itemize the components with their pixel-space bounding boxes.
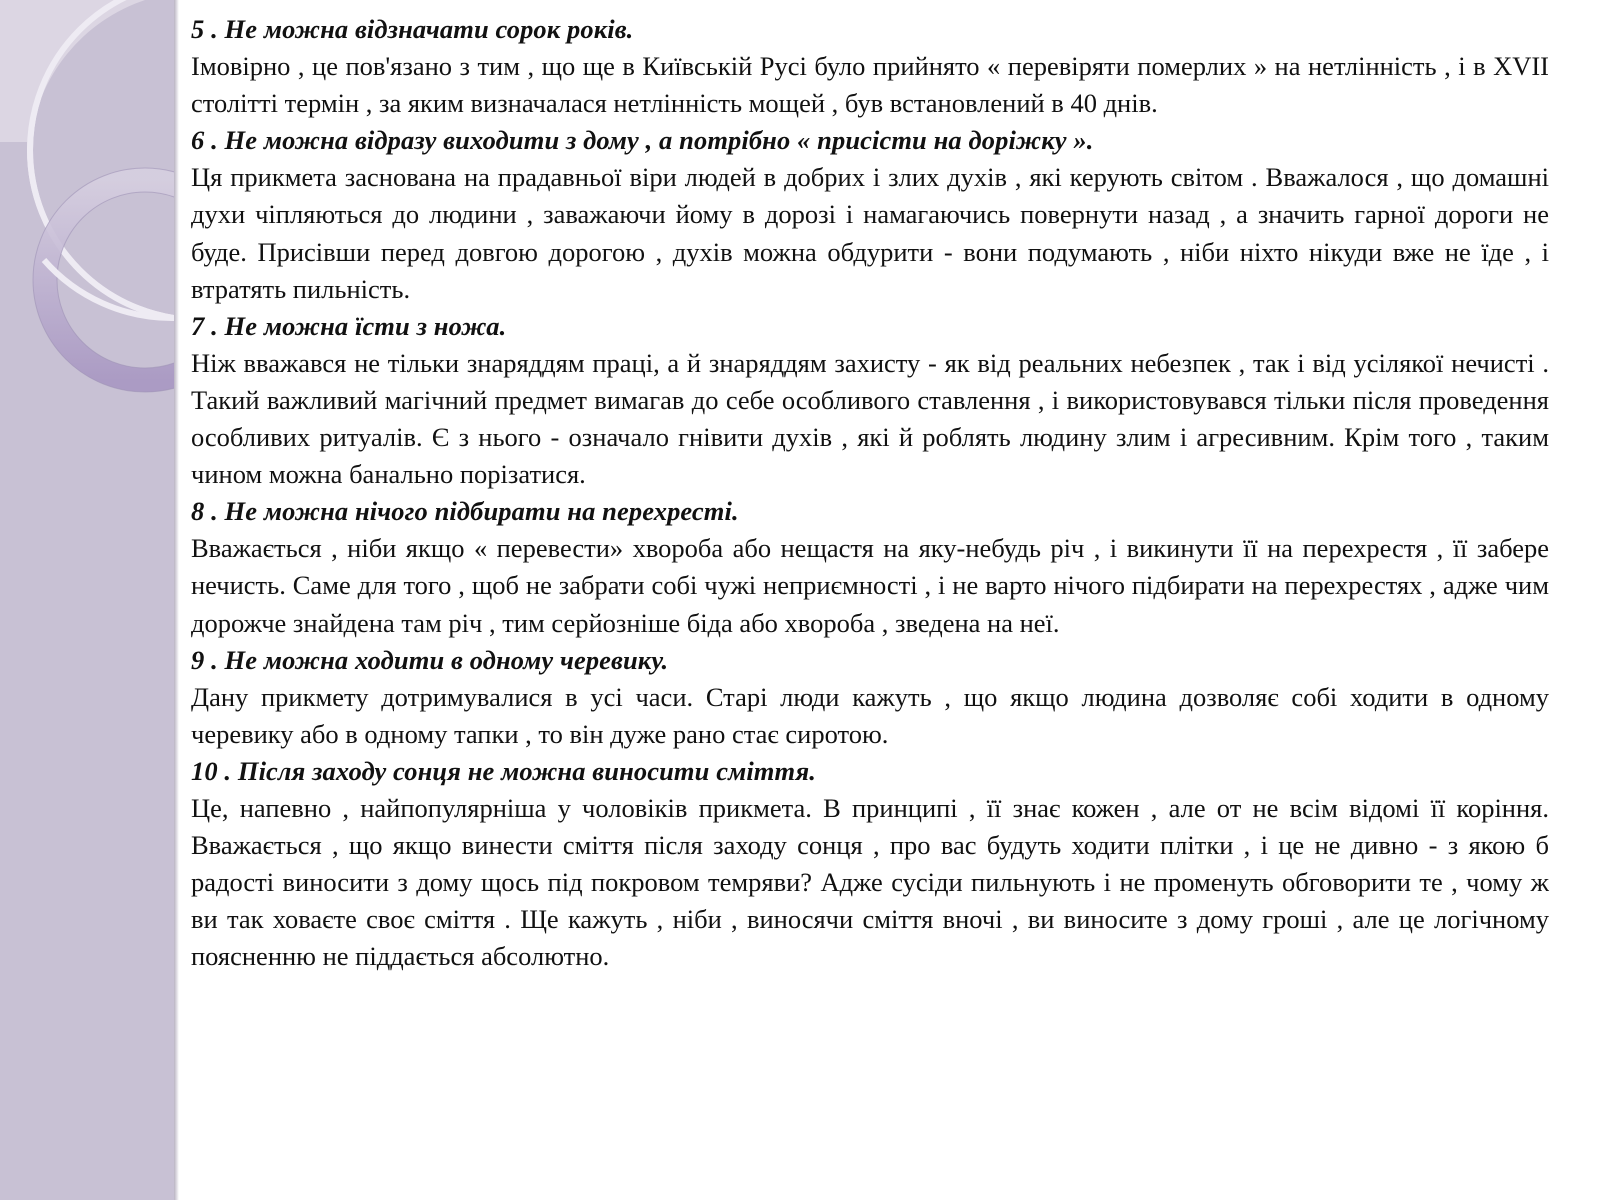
- section-heading: 10 . Після заходу сонця не можна виносити сміття.: [191, 755, 817, 786]
- section-8: [191, 493, 1549, 641]
- section-10: [191, 753, 1549, 976]
- section-9: [191, 642, 1549, 753]
- section-body: Ніж вважався не тільки знаряддям праці, а й знаряддям захисту - як від реальних небезпек , так і від усілякої нечисті . Такий важливий магічний предмет вимагав до себе особливого ставлення , і використовувався тільки після проведення особливих ритуалів. Є з нього - означало гнівити духів , які й роблять людину злим і агресивним. Крім того , таким чином можна банально порізатися.: [191, 347, 1549, 490]
- decorative-sidebar: [0, 0, 174, 1200]
- section-6: [191, 122, 1549, 307]
- section-7: [191, 308, 1549, 493]
- document-content: [191, 11, 1549, 975]
- section-heading: 8 . Не можна нічого підбирати на перехресті.: [191, 496, 739, 527]
- section-5: [191, 11, 1549, 122]
- section-heading: 6 . Не можна відразу виходити з дому , а потрібно « присісти на доріжку ».: [191, 125, 1094, 156]
- sidebar-shadow: [174, 0, 179, 1200]
- section-heading: 7 . Не можна їсти з ножа.: [191, 310, 507, 341]
- section-heading: 9 . Не можна ходити в одному черевику.: [191, 644, 669, 675]
- decorative-circles: [0, 0, 174, 1200]
- section-heading: 5 . Не можна відзначати сорок років.: [191, 14, 634, 44]
- section-body: Ця прикмета заснована на прадавньої віри людей в добрих і злих духів , які керують світом . Вважалося , що домашні духи чіпляються до людини , заважаючи йому в дорозі і намагаючись повернути назад , а значить гарної дороги не буде. Присівши перед довгою дорогою , духів можна обдурити - вони подумають , ніби ніхто нікуди вже не їде , і втратять пильність.: [191, 162, 1549, 304]
- section-body: Вважається , ніби якщо « перевести» хвороба або нещастя на яку-небудь річ , і викинути її на перехрестя , її забере нечисть. Саме для того , щоб не забрати собі чужі неприємності , і не варто нічого підбирати на перехрестях , адже чим дорожче знайдена там річ , тим серйозніше біда або хвороба , зведена на неї.: [191, 533, 1549, 638]
- section-body: Дану прикмету дотримувалися в усі часи. Старі люди кажуть , що якщо людина дозволяє собі ходити в одному черевику або в одному тапки , то він дуже рано стає сиротою.: [191, 681, 1549, 749]
- section-body: Це, напевно , найпопулярніша у чоловіків прикмета. В принципі , її знає кожен , але от не всім відомі її коріння. Вважається , що якщо винести сміття після заходу сонця , про вас будуть ходити плітки , і це не дивно - з якою б радості виносити з дому щось під покровом темряви? Адже сусіди пильнують і не променуть обговорити те , чому ж ви так ховаєте своє сміття . Ще кажуть , ніби , виносячи сміття вночі , ви виносите з дому гроші , але це логічному поясненню не піддається абсолютно.: [191, 792, 1549, 972]
- section-body: Імовірно , це пов'язано з тим , що ще в Київській Русі було прийнято « перевіряти померлих » на нетлінність , і в XVII столітті термін , за яким визначалася нетлінність мощей , був встановлений в 40 днів.: [191, 51, 1549, 119]
